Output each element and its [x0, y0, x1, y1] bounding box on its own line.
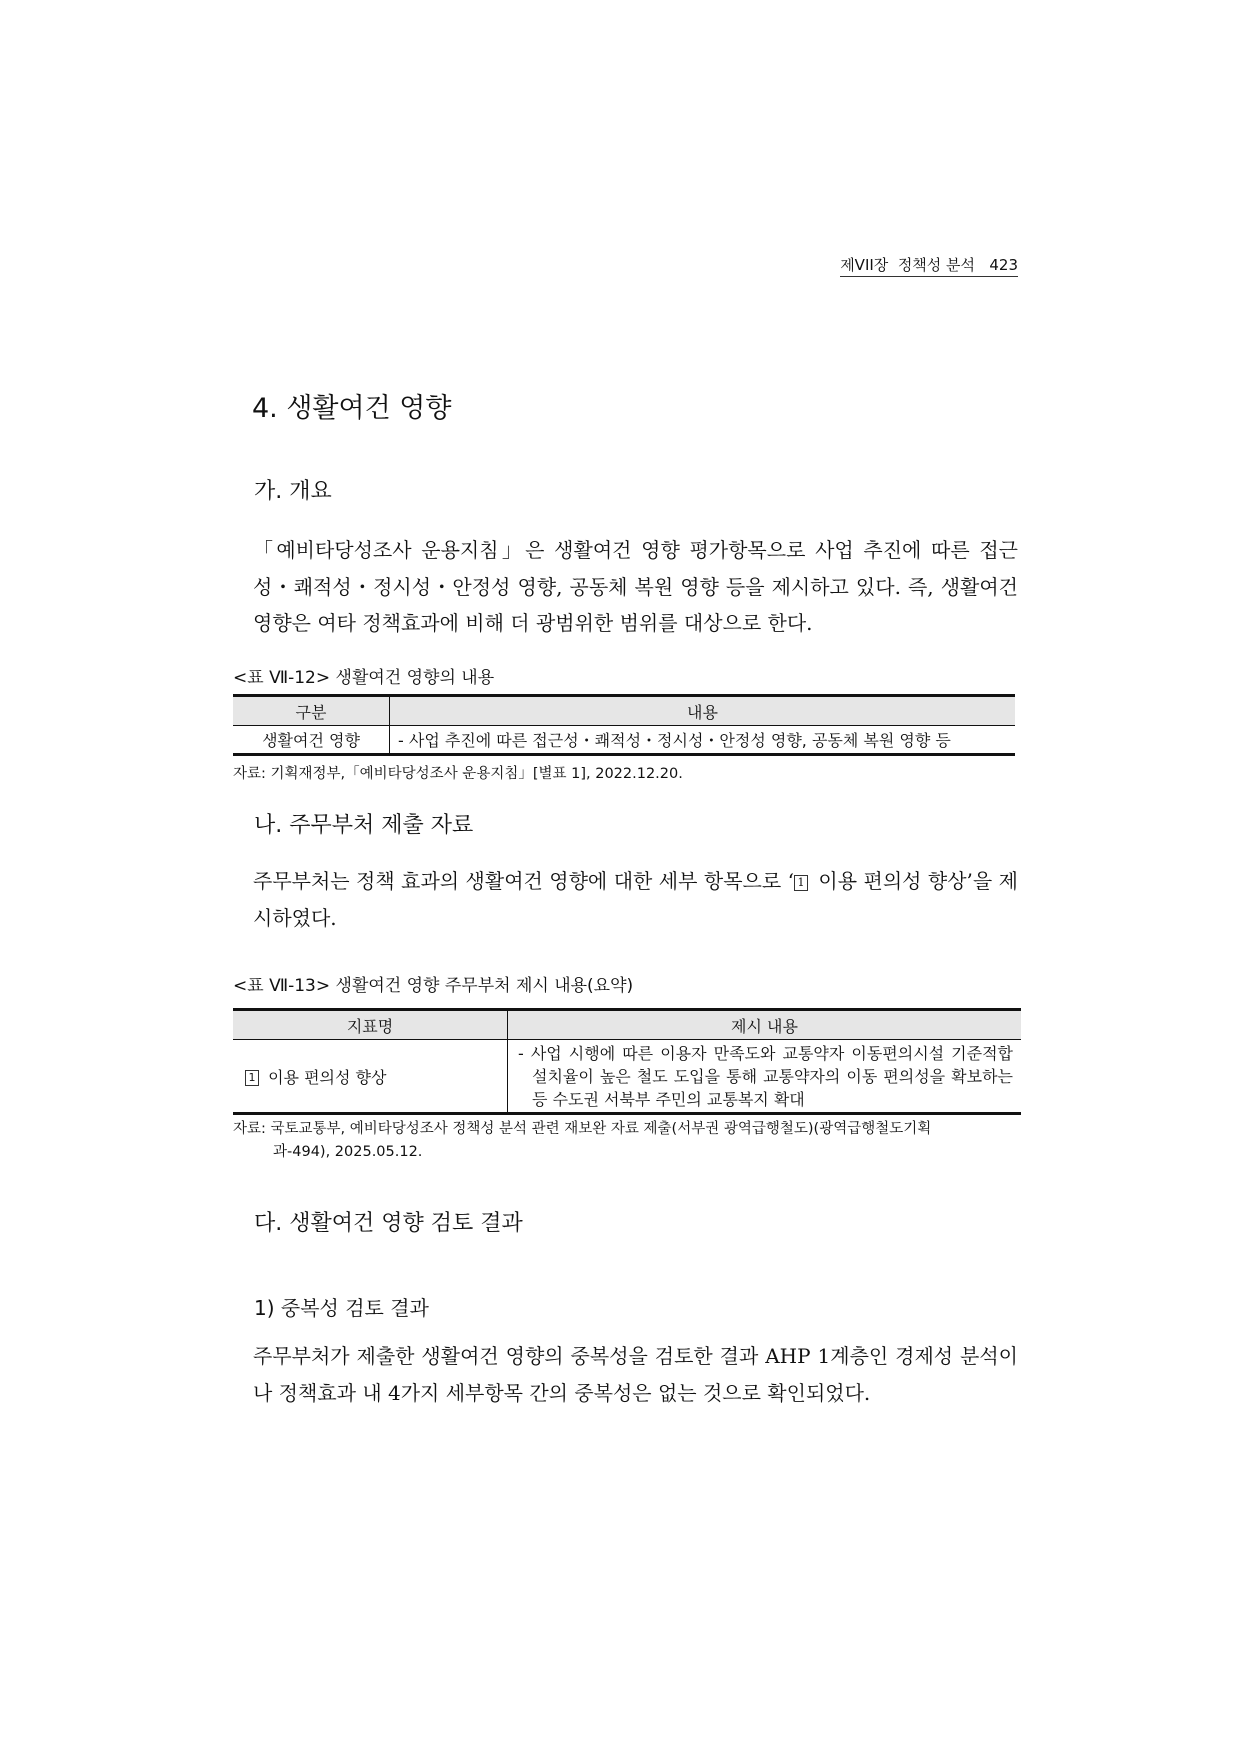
table-cell: - 사업 시행에 따른 이용자 만족도와 교통약자 이동편의시설 기준적합 설치율이 높은 철도 도입을 통해 교통약자의 이동 편의성을 확보하는 등 수도권 서북부 주민의 교통복지 확대 — [518, 1043, 1013, 1109]
indicator-name: 이용 편의성 향상 — [268, 1067, 387, 1087]
paragraph-text: 「예비타당성조사 운용지침」은 생활여건 영향 평가항목으로 사업 추진에 따른 접근성・쾌적성・정시성・안정성 영향, 공동체 복원 영향 등을 제시하고 있다. 즉, 생활여건 영향은 여타 정책효과에 비해 더 광범위한 범위를 대상으로 한다. — [253, 538, 1018, 635]
table-13 — [233, 1008, 1021, 1115]
chapter-title: 제VII장 정책성 분석 — [840, 256, 976, 274]
number-box: 1 — [794, 875, 808, 891]
paragraph-text: 주무부처가 제출한 생활여건 영향의 중복성을 검토한 결과 AHP 1계층인 경제성 분석이나 정책효과 내 4가지 세부항목 간의 중복성은 없는 것으로 확인되었다. — [253, 1344, 1018, 1405]
paragraph-text: 이용 편의성 향상’을 제시하였다. — [253, 869, 1019, 930]
table-header: 내용 — [687, 702, 718, 722]
table-row — [233, 1040, 1021, 1114]
table-header: 구분 — [233, 696, 390, 726]
running-header — [840, 254, 1018, 277]
source-line: 자료: 국토교통부, 예비타당성조사 정책성 분석 관련 재보완 자료 제출(서부권 광역급행철도)(광역급행철도기획 — [233, 1121, 932, 1137]
table-row — [233, 726, 1015, 755]
table-cell: - 사업 추진에 따른 접근성・쾌적성・정시성・안정성 영향, 공동체 복원 영향 등 — [398, 731, 951, 750]
table-cell: 생활여건 영향 — [233, 726, 390, 755]
number-box: 1 — [245, 1070, 259, 1086]
table-13-source — [233, 1118, 1023, 1164]
paragraph-text: 주무부처는 정책 효과의 생활여건 영향에 대한 세부 항목으로 ‘ — [253, 869, 794, 893]
table-12 — [233, 694, 1015, 756]
page-number: 423 — [989, 256, 1018, 274]
subsection-duplication-review: 1) 중복성 검토 결과 — [254, 1296, 429, 1320]
source-line: 과-494), 2025.05.12. — [273, 1144, 423, 1160]
paragraph-ministry — [233, 863, 1018, 936]
paragraph-duplication — [233, 1338, 1018, 1411]
subsection-overview: 가. 개요 — [254, 479, 332, 504]
table-header: 제시 내용 — [731, 1016, 798, 1036]
subsection-ministry-data: 나. 주무부처 제출 자료 — [254, 813, 474, 838]
table-header: 지표명 — [233, 1010, 508, 1040]
table-12-caption: <표 Ⅶ-12> 생활여건 영향의 내용 — [233, 668, 495, 688]
subsection-review-result: 다. 생활여건 영향 검토 결과 — [254, 1211, 523, 1236]
table-12-source: 자료: 기획재정부,「예비타당성조사 운용지침」[별표 1], 2022.12.20. — [233, 766, 683, 782]
table-13-caption: <표 Ⅶ-13> 생활여건 영향 주무부처 제시 내용(요약) — [233, 976, 634, 996]
section-title: 4. 생활여건 영향 — [252, 393, 452, 424]
table-cell — [233, 1040, 508, 1114]
paragraph-overview — [233, 532, 1018, 642]
